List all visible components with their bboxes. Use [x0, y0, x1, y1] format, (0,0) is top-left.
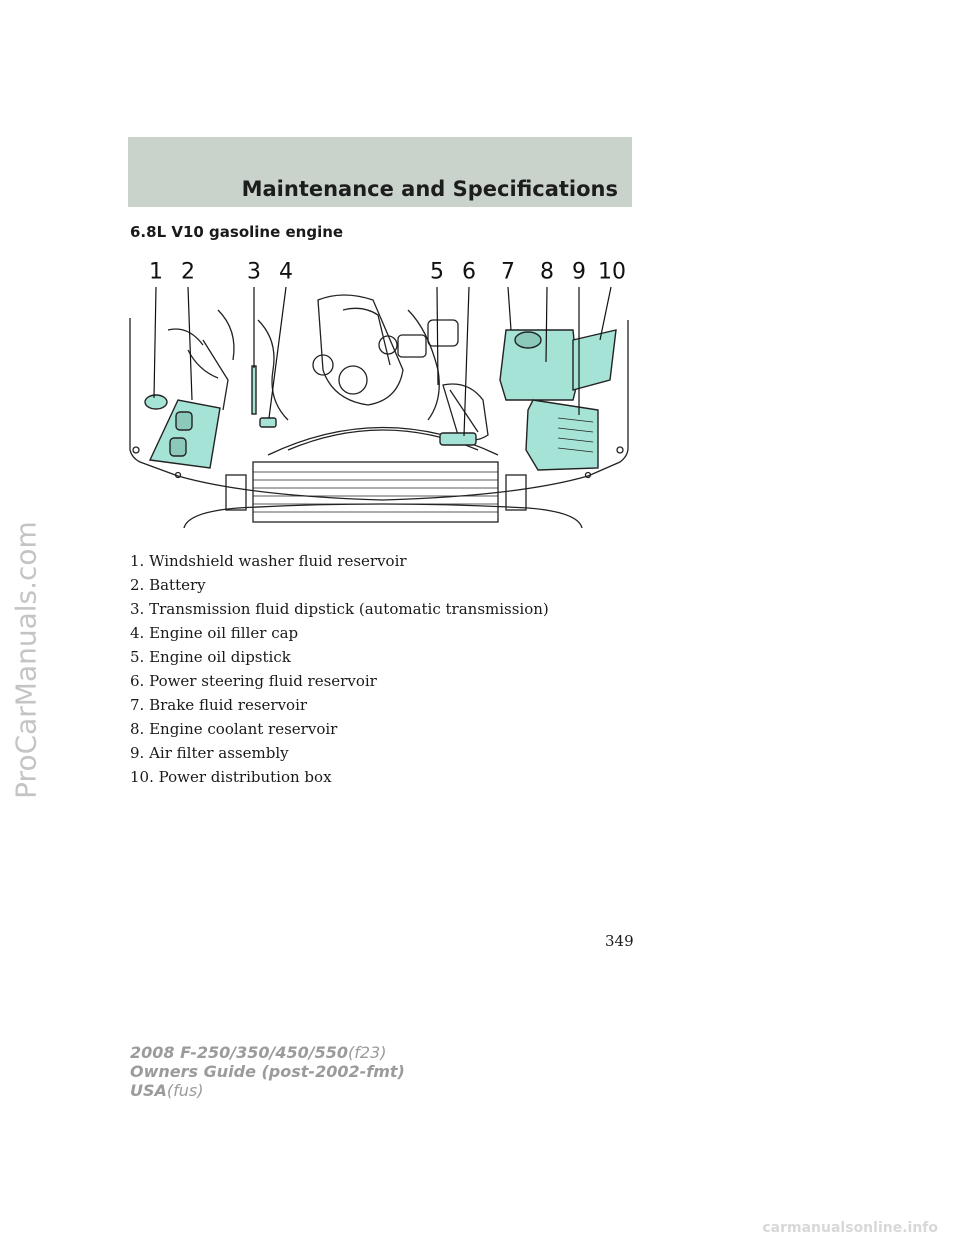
legend-item: 8. Engine coolant reservoir [130, 720, 338, 738]
document-footer [130, 1043, 405, 1100]
engine-compartment-diagram [128, 250, 640, 540]
engine-diagram-svg [128, 250, 640, 540]
legend-item: 9. Air filter assembly [130, 744, 289, 762]
footer-market-code: (fus) [166, 1081, 204, 1100]
side-watermark-text: ProCarManuals.com [9, 521, 43, 799]
legend-item: 1. Windshield washer fluid reservoir [130, 552, 407, 570]
callout-6: 6 [462, 259, 476, 285]
leader-2 [188, 287, 192, 400]
legend-item: 4. Engine oil filler cap [130, 624, 299, 642]
radiator [253, 462, 498, 522]
callout-3: 3 [247, 259, 261, 285]
battery-shape [150, 400, 220, 468]
transmission-dipstick-shape [252, 366, 256, 414]
footer-model: 2008 F-250/350/450/550 [130, 1043, 348, 1062]
leader-1 [154, 287, 156, 398]
legend-item: 3. Transmission fluid dipstick (automatic transmission) [130, 600, 549, 618]
callout-9: 9 [572, 259, 586, 285]
footer-market: USA [130, 1081, 167, 1100]
bottom-watermark: carmanualsonline.info [762, 1220, 938, 1236]
power-steering-reservoir-shape [440, 433, 476, 445]
oil-filler-cap-shape [260, 418, 276, 427]
callout-7: 7 [501, 259, 515, 285]
legend-item: 6. Power steering fluid reservoir [130, 672, 377, 690]
legend-item: 7. Brake fluid reservoir [130, 696, 308, 714]
leader-4 [269, 287, 286, 418]
front-bumper [184, 504, 582, 528]
footer-guide: Owners Guide (post-2002-fmt) [130, 1062, 405, 1081]
callout-2: 2 [181, 259, 195, 285]
page-header-title: Maintenance and Specifications [241, 177, 618, 201]
callout-5: 5 [430, 259, 444, 285]
callout-1: 1 [149, 259, 163, 285]
air-filter-assembly-shape [526, 400, 598, 470]
callout-4: 4 [279, 259, 293, 285]
callout-10: 10 [598, 259, 626, 285]
page-number: 349 [605, 932, 634, 950]
header-band [128, 137, 632, 207]
leader-5 [437, 287, 438, 385]
leader-7 [508, 287, 511, 330]
footer-model-code: (f23) [348, 1043, 387, 1062]
callout-8: 8 [540, 259, 554, 285]
component-legend [130, 549, 630, 789]
section-title: 6.8L V10 gasoline engine [130, 223, 344, 241]
legend-item: 10. Power distribution box [130, 768, 332, 786]
legend-item: 2. Battery [130, 576, 206, 594]
windshield-washer-reservoir-shape [145, 395, 167, 409]
intake-manifold [318, 295, 403, 405]
legend-item: 5. Engine oil dipstick [130, 648, 291, 666]
